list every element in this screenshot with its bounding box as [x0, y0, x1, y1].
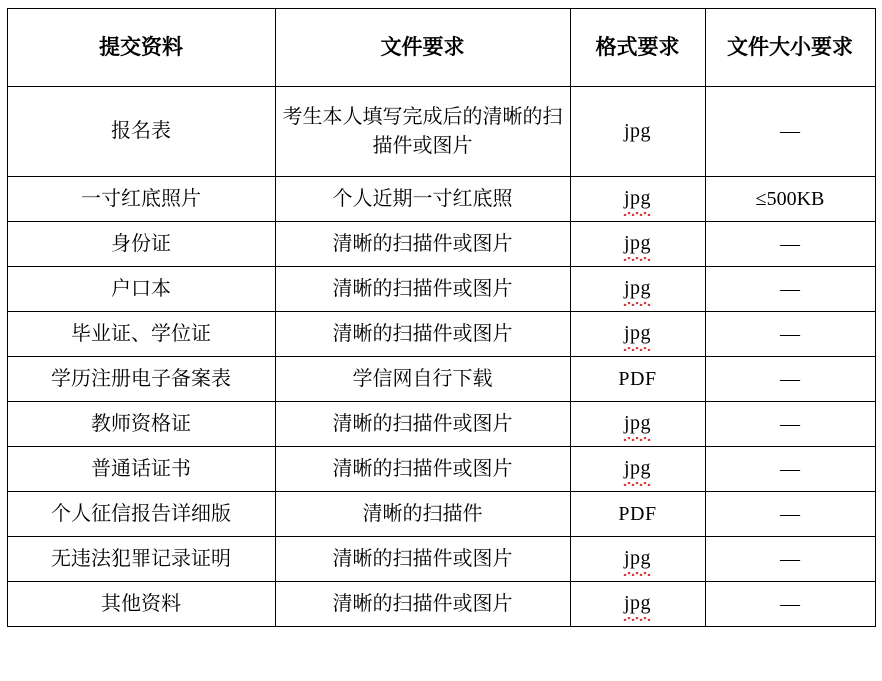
format-value: jpg [624, 544, 651, 575]
cell-size-requirement: — [705, 402, 875, 447]
cell-material: 一寸红底照片 [7, 177, 275, 222]
cell-file-requirement: 清晰的扫描件或图片 [275, 312, 570, 357]
column-header-file-requirement: 文件要求 [275, 9, 570, 87]
cell-size-requirement: — [705, 267, 875, 312]
format-value: jpg [624, 229, 651, 260]
cell-material: 其他资料 [7, 582, 275, 627]
column-header-size-requirement: 文件大小要求 [705, 9, 875, 87]
cell-material: 无违法犯罪记录证明 [7, 537, 275, 582]
cell-format-requirement [570, 537, 705, 582]
cell-size-requirement: — [705, 537, 875, 582]
cell-material: 户口本 [7, 267, 275, 312]
format-value: PDF [618, 367, 657, 390]
format-value: jpg [624, 274, 651, 305]
table-body [7, 87, 875, 627]
table-row [7, 177, 875, 222]
cell-format-requirement [570, 402, 705, 447]
cell-material: 普通话证书 [7, 447, 275, 492]
cell-file-requirement: 个人近期一寸红底照 [275, 177, 570, 222]
table-row [7, 222, 875, 267]
cell-material: 报名表 [7, 87, 275, 177]
table-row [7, 582, 875, 627]
cell-size-requirement: — [705, 357, 875, 402]
cell-size-requirement: — [705, 447, 875, 492]
table-row [7, 537, 875, 582]
column-header-format-requirement: 格式要求 [570, 9, 705, 87]
cell-file-requirement: 清晰的扫描件或图片 [275, 582, 570, 627]
cell-file-requirement: 清晰的扫描件 [275, 492, 570, 537]
cell-material: 身份证 [7, 222, 275, 267]
cell-format-requirement [570, 222, 705, 267]
cell-file-requirement: 清晰的扫描件或图片 [275, 447, 570, 492]
cell-format-requirement [570, 582, 705, 627]
cell-format-requirement [570, 87, 705, 177]
table-header-row [7, 9, 875, 87]
format-value: jpg [624, 409, 651, 440]
table-row [7, 267, 875, 312]
cell-format-requirement [570, 357, 705, 402]
format-value: jpg [624, 454, 651, 485]
cell-file-requirement: 清晰的扫描件或图片 [275, 267, 570, 312]
table-row [7, 447, 875, 492]
cell-material: 教师资格证 [7, 402, 275, 447]
cell-file-requirement: 清晰的扫描件或图片 [275, 402, 570, 447]
cell-size-requirement: — [705, 312, 875, 357]
format-value: jpg [624, 319, 651, 350]
format-value: jpg [624, 184, 651, 215]
cell-file-requirement: 考生本人填写完成后的清晰的扫描件或图片 [275, 87, 570, 177]
table-header [7, 9, 875, 87]
cell-file-requirement: 清晰的扫描件或图片 [275, 537, 570, 582]
column-header-material: 提交资料 [7, 9, 275, 87]
cell-material: 学历注册电子备案表 [7, 357, 275, 402]
cell-material: 个人征信报告详细版 [7, 492, 275, 537]
cell-format-requirement [570, 447, 705, 492]
table-row [7, 402, 875, 447]
cell-size-requirement: — [705, 582, 875, 627]
cell-format-requirement [570, 177, 705, 222]
cell-size-requirement: — [705, 222, 875, 267]
format-value: jpg [623, 120, 652, 142]
table-row [7, 357, 875, 402]
table-row [7, 492, 875, 537]
format-value: jpg [624, 589, 651, 620]
cell-format-requirement [570, 492, 705, 537]
cell-format-requirement [570, 312, 705, 357]
cell-material: 毕业证、学位证 [7, 312, 275, 357]
cell-file-requirement: 清晰的扫描件或图片 [275, 222, 570, 267]
cell-size-requirement: — [705, 87, 875, 177]
cell-size-requirement: — [705, 492, 875, 537]
format-value: PDF [618, 502, 657, 525]
table-row [7, 312, 875, 357]
submission-materials-table [7, 8, 876, 627]
cell-format-requirement [570, 267, 705, 312]
table-row [7, 87, 875, 177]
cell-file-requirement: 学信网自行下载 [275, 357, 570, 402]
cell-size-requirement: ≤500KB [705, 177, 875, 222]
